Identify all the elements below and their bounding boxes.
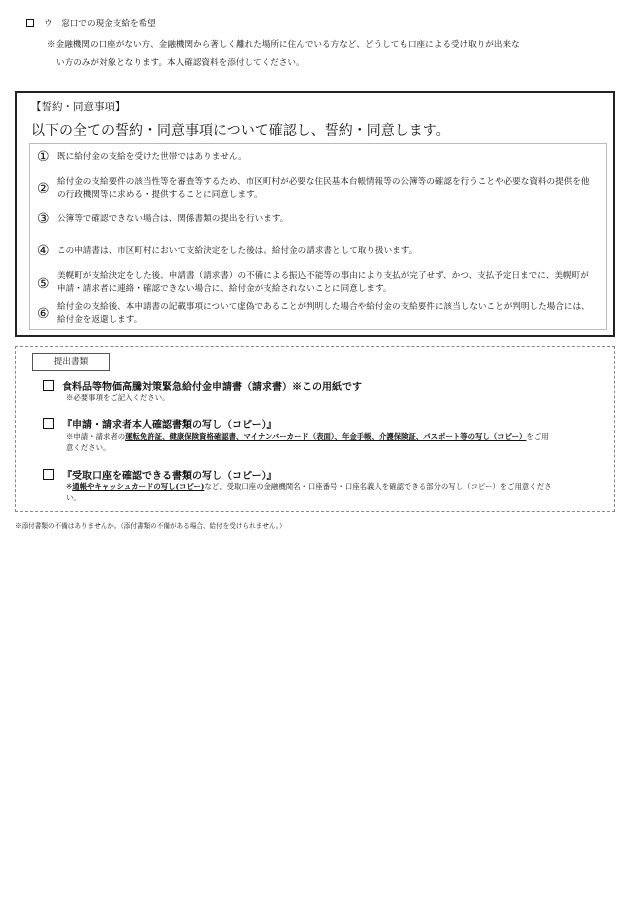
- document-checkbox-id[interactable]: [43, 418, 54, 429]
- document-checkbox-bank[interactable]: [43, 469, 54, 480]
- item-number: ①: [37, 149, 50, 165]
- item-number: ⑥: [37, 306, 50, 322]
- footer-note: ※添付書類の不備はありませんか。（添付書類の不備がある場合、給付を受けられません。）: [15, 522, 286, 530]
- note-underlined: 通帳やキャッシュカードの写し(コピー): [72, 482, 205, 491]
- item-number: ③: [37, 211, 50, 227]
- cash-payment-checkbox[interactable]: [26, 19, 34, 27]
- item-number: ⑤: [37, 276, 50, 292]
- option-u-note-line1: ※金融機関の口座がない方、金融機関から著しく離れた場所に住んでいる方など、どうしても口座による受け取りが出来な: [47, 40, 520, 50]
- note-underlined: 運転免許証、健康保険資格確認書、マイナンバーカード（表面）、年金手帳、介護保険証、パスポート等の写し（コピー）: [125, 432, 527, 441]
- note-prefix: ※: [66, 482, 73, 491]
- note-prefix: ※申請・請求者の: [66, 432, 126, 441]
- document-note: [66, 431, 556, 453]
- pledge-item: この申請書は、市区町村において支給決定をした後は、給付金の請求書として取り扱います。: [57, 246, 418, 256]
- note-suffix: など、受取口座の金融機関名・口座番号・口座名義人を確認できる部分の写し（コピー）をご用意ください。: [66, 482, 552, 502]
- documents-label: 提出書類: [32, 353, 110, 371]
- document-note: ※必要事項をご記入ください。: [66, 393, 170, 402]
- pledge-item: 既に給付金の支給を受けた世帯ではありません。: [57, 152, 247, 162]
- item-number: ④: [37, 243, 50, 259]
- option-u-label: ウ 窓口での現金支給を希望: [44, 19, 156, 29]
- pledge-heading: 以下の全ての誓約・同意事項について確認し、誓約・同意します。: [31, 123, 450, 139]
- document-title: 『受取口座を確認できる書類の写し（コピー）』: [62, 471, 277, 482]
- document-title: 食料品等物価高騰対策緊急給付金申請書（請求書）※この用紙です: [62, 382, 362, 393]
- document-checkbox-application[interactable]: [43, 380, 54, 391]
- document-title: 『申請・請求者本人確認書類の写し（コピー）』: [62, 420, 277, 431]
- item-number: ②: [37, 181, 50, 197]
- pledge-item: 給付金の支給後、本申請書の記載事項について虚偽であることが判明した場合や給付金の支給要件に該当しないことが判明した場合には、給付金を返還します。: [57, 302, 590, 325]
- pledge-item: 美幌町が支給決定をした後、申請書（請求書）の不備による振込不能等の事由により支払が完了せず、かつ、支払予定日までに、美幌町が申請・請求者に連絡・確認できない場合に、給付金が支給されないことに同意します。: [57, 271, 589, 294]
- note-suffix: をご用意ください。: [66, 432, 549, 452]
- pledge-title: 【誓約・同意事項】: [31, 101, 126, 113]
- pledge-item: 公簿等で確認できない場合は、関係書類の提出を行います。: [57, 214, 289, 224]
- document-note: [66, 481, 556, 503]
- option-u-note-line2: い方のみが対象となります。本人確認資料を添付してください。: [56, 58, 305, 68]
- pledge-item: 給付金の支給要件の該当性等を審査等するため、市区町村が必要な住民基本台帳情報等の公簿等の確認を行うことや必要な資料の提供を他の行政機関等に求める・提供することに同意します。: [57, 177, 590, 200]
